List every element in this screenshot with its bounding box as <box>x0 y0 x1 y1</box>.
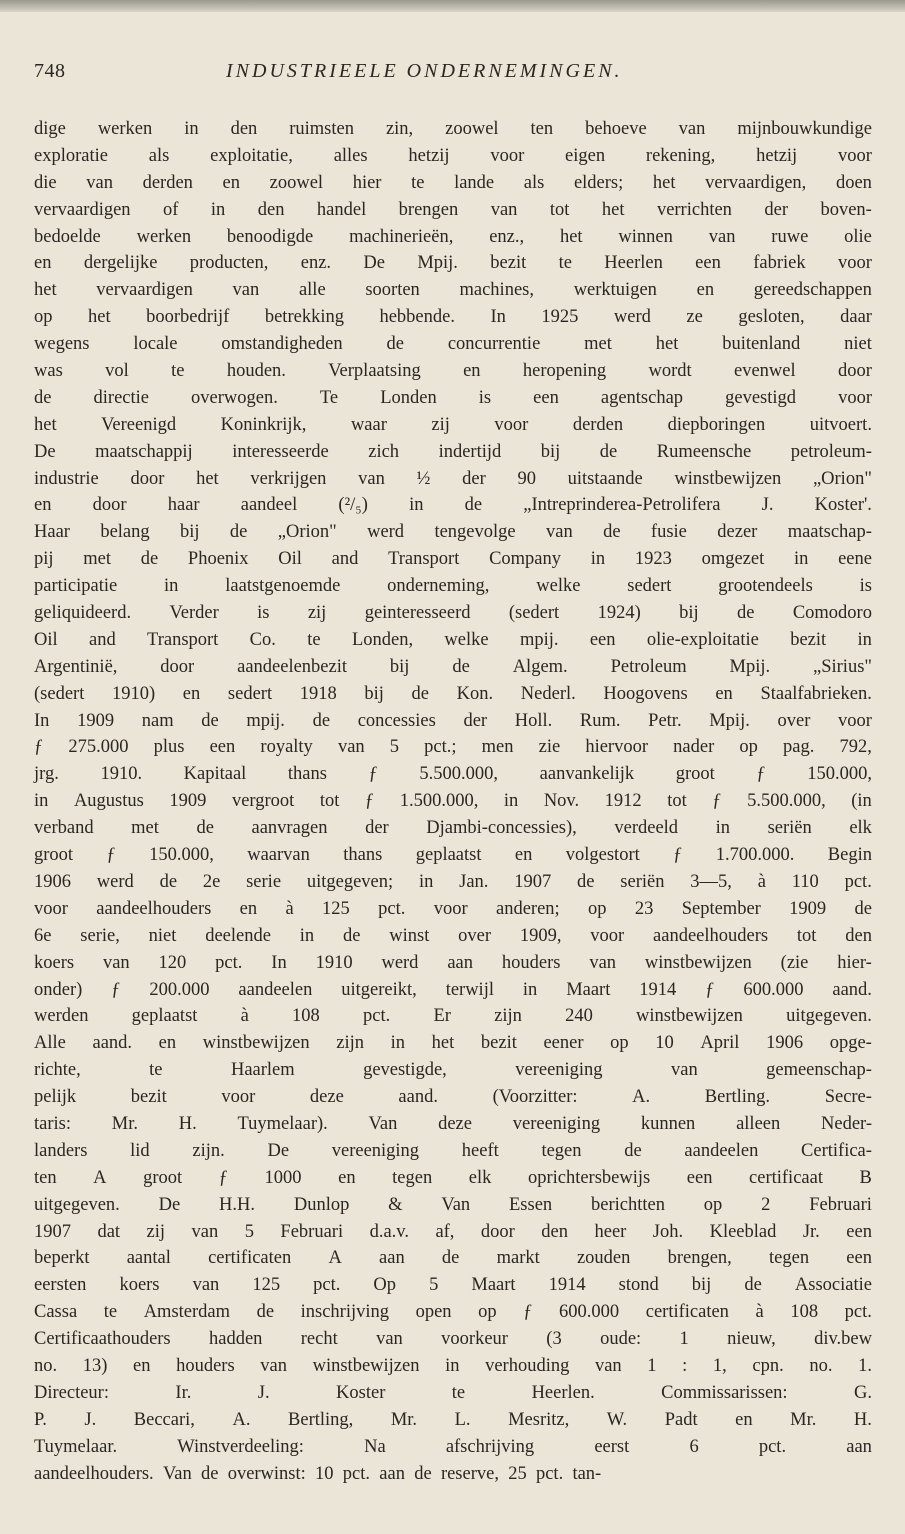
text-line: verband met de aanvragen der Djambi-concessies), verdeeld in seriën elk <box>34 818 872 839</box>
text-line: (sedert 1910) en sedert 1918 bij de Kon. Nederl. Hoogovens en Staalfabrieken. <box>34 683 872 704</box>
text-line: koers van 120 pct. In 1910 werd aan houders van winstbewijzen (zie hier- <box>34 952 872 973</box>
text-line: vervaardigen of in den handel brengen van tot het verrichten der boven- <box>34 199 872 220</box>
text-line: bedoelde werken benoodigde machinerieën, enz., het winnen van ruwe olie <box>34 226 872 247</box>
text-line: exploratie als exploitatie, alles hetzij voor eigen rekening, hetzij voor <box>34 145 872 166</box>
text-line: en door haar aandeel (²/₅) in de „Intreprinderea-Petrolifera J. Koster'. <box>34 495 872 516</box>
text-line: pij met de Phoenix Oil and Transport Company in 1923 omgezet in eene <box>34 549 872 570</box>
text-line: ten A groot ƒ 1000 en tegen elk oprichtersbewijs een certificaat B <box>34 1167 872 1188</box>
text-line: no. 13) en houders van winstbewijzen in verhouding van 1 : 1, cpn. no. 1. <box>34 1355 872 1376</box>
text-line: jrg. 1910. Kapitaal thans ƒ 5.500.000, aanvankelijk groot ƒ 150.000, <box>34 764 872 785</box>
text-line: was vol te houden. Verplaatsing en heropening wordt evenwel door <box>34 361 872 382</box>
text-line: taris: Mr. H. Tuymelaar). Van deze vereeniging kunnen alleen Neder- <box>34 1113 872 1134</box>
text-line: aandeelhouders. Van de overwinst: 10 pct. aan de reserve, 25 pct. tan- <box>34 1463 602 1484</box>
body-text <box>34 116 872 1487</box>
text-line: 1906 werd de 2e serie uitgegeven; in Jan. 1907 de seriën 3—5, à 110 pct. <box>34 871 872 892</box>
text-line: pelijk bezit voor deze aand. (Voorzitter: A. Bertling. Secre- <box>34 1087 872 1108</box>
text-line: Argentinië, door aandeelenbezit bij de Algem. Petroleum Mpij. „Sirius" <box>34 656 872 677</box>
text-line: Tuymelaar. Winstverdeeling: Na afschrijving eerst 6 pct. aan <box>34 1436 872 1457</box>
page-header <box>34 60 874 90</box>
text-line: het Vereenigd Koninkrijk, waar zij voor derden diepboringen uitvoert. <box>34 414 872 435</box>
text-line: In 1909 nam de mpij. de concessies der Holl. Rum. Petr. Mpij. over voor <box>34 710 872 731</box>
page-number: 748 <box>34 60 66 82</box>
text-line: landers lid zijn. De vereeniging heeft tegen de aandeelen Certifica- <box>34 1140 872 1161</box>
text-line: wegens locale omstandigheden de concurrentie met het buitenland niet <box>34 334 872 355</box>
text-line: participatie in laatstgenoemde onderneming, welke sedert grootendeels is <box>34 576 872 597</box>
text-line: op het boorbedrijf betrekking hebbende. In 1925 werd ze gesloten, daar <box>34 307 872 328</box>
text-line: voor aandeelhouders en à 125 pct. voor anderen; op 23 September 1909 de <box>34 898 872 919</box>
text-line: Alle aand. en winstbewijzen zijn in het bezit eener op 10 April 1906 opge- <box>34 1033 872 1054</box>
text-line: De maatschappij interesseerde zich indertijd bij de Rumeensche petroleum- <box>34 441 872 462</box>
text-line: richte, te Haarlem gevestigde, vereeniging van gemeenschap- <box>34 1060 872 1081</box>
text-line: onder) ƒ 200.000 aandeelen uitgereikt, terwijl in Maart 1914 ƒ 600.000 aand. <box>34 979 872 1000</box>
text-line: beperkt aantal certificaten A aan de markt zouden brengen, tegen een <box>34 1248 872 1269</box>
text-line: P. J. Beccari, A. Bertling, Mr. L. Mesritz, W. Padt en Mr. H. <box>34 1409 872 1430</box>
text-line: Directeur: Ir. J. Koster te Heerlen. Commissarissen: G. <box>34 1382 872 1403</box>
text-line: dige werken in den ruimsten zin, zoowel ten behoeve van mijnbouwkundige <box>34 119 872 139</box>
text-line: de directie overwogen. Te Londen is een agentschap gevestigd voor <box>34 387 872 408</box>
text-line: ƒ 275.000 plus een royalty van 5 pct.; men zie hiervoor nader op pag. 792, <box>34 737 872 758</box>
text-line: eersten koers van 125 pct. Op 5 Maart 1914 stond bij de Associatie <box>34 1275 872 1296</box>
text-line: industrie door het verkrijgen van ½ der 90 uitstaande winstbewijzen „Orion" <box>34 468 872 489</box>
scan-edge <box>0 0 905 12</box>
text-line: 6e serie, niet deelende in de winst over 1909, voor aandeelhouders tot den <box>34 925 872 946</box>
text-line: in Augustus 1909 vergroot tot ƒ 1.500.000, in Nov. 1912 tot ƒ 5.500.000, (in <box>34 791 872 812</box>
text-line: die van derden en zoowel hier te lande als elders; het vervaardigen, doen <box>34 172 872 193</box>
running-head: INDUSTRIEELE ONDERNEMINGEN. <box>226 60 623 82</box>
text-line: 1907 dat zij van 5 Februari d.a.v. af, door den heer Joh. Kleeblad Jr. een <box>34 1221 872 1242</box>
text-line: Haar belang bij de „Orion" werd tengevolge van de fusie dezer maatschap- <box>34 522 872 543</box>
text-line: Certificaathouders hadden recht van voorkeur (3 oude: 1 nieuw, div.bew <box>34 1329 872 1350</box>
text-line: geliquideerd. Verder is zij geinteresseerd (sedert 1924) bij de Comodoro <box>34 603 872 624</box>
text-line: en dergelijke producten, enz. De Mpij. bezit te Heerlen een fabriek voor <box>34 253 872 274</box>
text-line: uitgegeven. De H.H. Dunlop & Van Essen berichtten op 2 Februari <box>34 1194 872 1215</box>
text-line: groot ƒ 150.000, waarvan thans geplaatst en volgestort ƒ 1.700.000. Begin <box>34 845 872 866</box>
text-line: het vervaardigen van alle soorten machines, werktuigen en gereedschappen <box>34 280 872 301</box>
text-line: Oil and Transport Co. te Londen, welke mpij. een olie-exploitatie bezit in <box>34 629 872 650</box>
text-line: werden geplaatst à 108 pct. Er zijn 240 winstbewijzen uitgegeven. <box>34 1006 872 1027</box>
text-line: Cassa te Amsterdam de inschrijving open op ƒ 600.000 certificaten à 108 pct. <box>34 1302 872 1323</box>
